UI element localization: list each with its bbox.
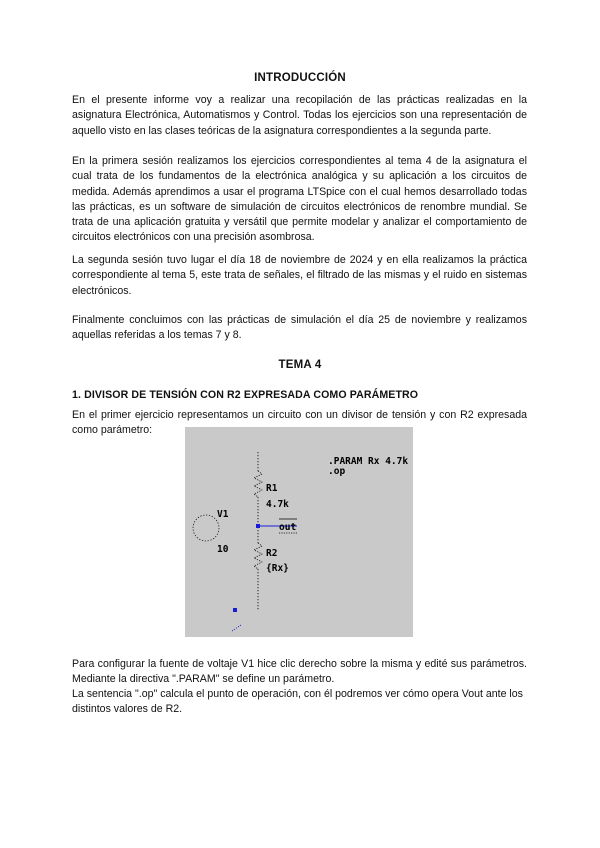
section-intro: En el primer ejercicio representamos un circuito con un divisor de tensión y con R2 expresada como parámetro:	[72, 409, 527, 437]
page-title: INTRODUCCIÓN	[254, 72, 346, 84]
junction-dot	[256, 524, 260, 528]
explanation-line-2: La sentencia ".op" calcula el punto de operación, con él podremos ver cómo opera Vout ante los distintos valores de R2.	[72, 688, 523, 716]
r1-label: R1	[266, 483, 278, 494]
explanation-line-1: Para configurar la fuente de voltaje V1 hice clic derecho sobre la misma y edité sus parámetros. Mediante la directiva ".PARAM" se define un parámetro.	[72, 658, 527, 686]
intro-paragraph-2: En la primera sesión realizamos los ejercicios correspondientes al tema 4 de la asignatura el cual trata de los fundamentos de la electrónica analógica y su aplicación a los circuitos de medida. Además aprendimos a usar el programa LTSpice con el cual hemos desarrollado todas las prácticas, es un software de simulación de circuitos electrónicos de renombre mundial. Se trata de una aplicación gratuita y versátil que permite modelar y analizar el comportamiento de circuitos electrónicos con una precisión asombrosa.	[72, 155, 527, 244]
intro-paragraph-3: La segunda sesión tuvo lugar el día 18 de noviembre de 2024 y en ella realizamos la práctica correspondiente al tema 5, este trata de señales, el filtrado de las mismas y el ruido en sistemas electrónicos.	[72, 254, 527, 297]
param-directive: .PARAM Rx 4.7k	[328, 456, 409, 467]
r1-value: 4.7k	[266, 499, 289, 510]
circuit-schematic	[185, 427, 413, 637]
circuit-svg	[185, 427, 413, 637]
r1-resistor	[254, 471, 262, 497]
v1-value: 10	[217, 544, 229, 555]
out-label: out	[279, 522, 297, 533]
r2-label: R2	[266, 548, 278, 559]
section-heading: 1. DIVISOR DE TENSIÓN CON R2 EXPRESADA COMO PARÁMETRO	[72, 389, 419, 401]
ground-symbol	[232, 625, 241, 631]
v1-label: V1	[217, 509, 229, 520]
r2-resistor	[254, 543, 262, 569]
tema-title: TEMA 4	[278, 359, 322, 371]
intro-paragraph-1: En el presente informe voy a realizar una recopilación de las prácticas realizadas en la asignatura Electrónica, Automatismos y Control. Todas los ejercicios son una representación de aquello visto en las clases teóricas de la asignatura correspondientes a la segunda parte.	[72, 94, 527, 137]
op-directive: .op	[328, 466, 346, 477]
ground-node	[233, 608, 237, 612]
intro-paragraph-4: Finalmente concluimos con las prácticas de simulación el día 25 de noviembre y realizamos aquellas referidas a los temas 7 y 8.	[72, 314, 527, 342]
v1-source	[193, 515, 219, 541]
r2-value: {Rx}	[266, 563, 289, 574]
